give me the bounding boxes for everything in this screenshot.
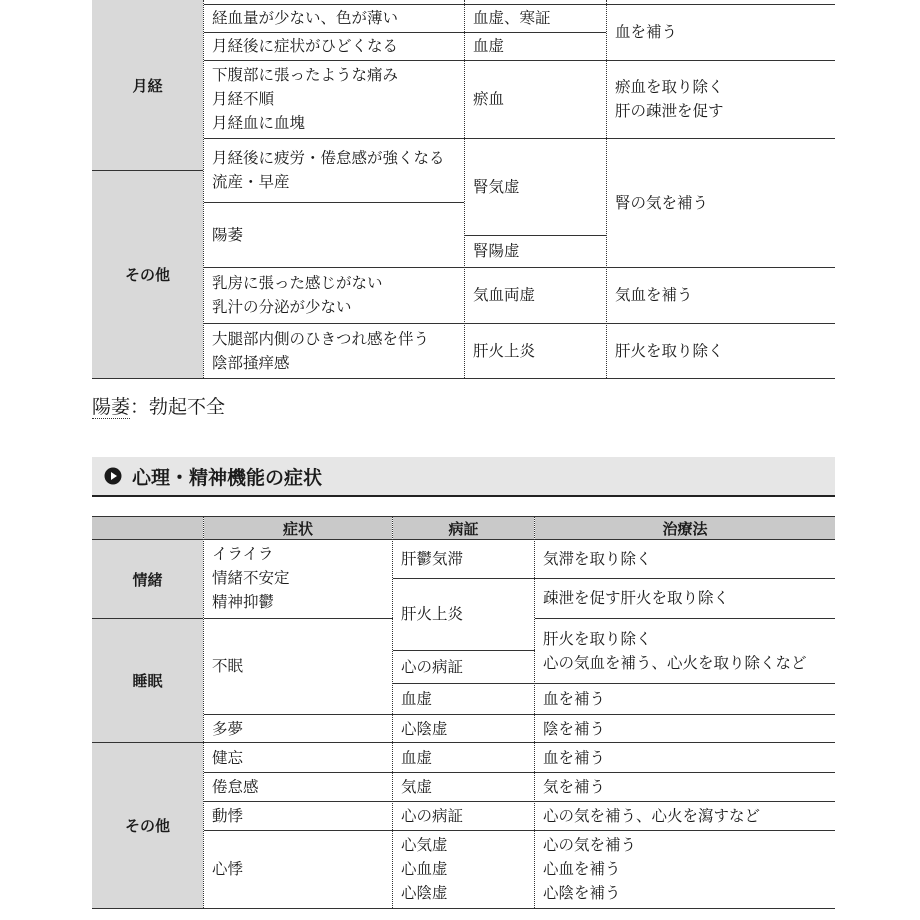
divider — [203, 517, 204, 908]
treatment-text: 気滞を取り除く — [543, 550, 652, 568]
treatment-text: 血を補う — [543, 689, 606, 708]
pattern-text: 肝火上炎 — [473, 341, 536, 360]
column-header — [393, 517, 534, 539]
treatment-cell — [535, 743, 835, 772]
symptom-cell — [204, 772, 392, 801]
pattern-text: 血虚 — [401, 748, 433, 767]
divider — [92, 170, 203, 171]
pattern-cell — [393, 743, 534, 772]
header-label: 病証 — [448, 519, 479, 538]
symptom-text: 月経血に血塊 — [212, 114, 306, 132]
section-title: 心理・精神機能の症状 — [132, 466, 323, 489]
pattern-cell — [465, 323, 605, 378]
divider — [204, 32, 606, 33]
pattern-cell — [393, 578, 534, 650]
pattern-text: 気虚 — [401, 777, 433, 796]
pattern-cell — [393, 830, 534, 908]
pattern-text: 腎気虚 — [473, 177, 520, 196]
divider — [204, 801, 835, 802]
symptom-text: 陽萎 — [212, 225, 244, 244]
symptom-cell — [204, 714, 392, 743]
symptom-text: 大腿部内側のひきつれ感を伴う — [212, 329, 430, 348]
symptom-text: イライラ — [212, 545, 274, 563]
treatment-text: 腎の気を補う — [615, 193, 709, 212]
pattern-text: 血虚 — [401, 689, 433, 708]
treatment-text: 心の気を補う — [543, 836, 637, 854]
pattern-text: 血虚、寒証 — [473, 9, 551, 27]
symptom-text: 動悸 — [212, 806, 244, 825]
symptom-cell — [204, 540, 392, 618]
treatment-text: 気を補う — [543, 777, 606, 796]
divider — [203, 0, 204, 378]
pattern-text: 心血虚 — [401, 860, 448, 878]
header-blank — [92, 517, 203, 539]
pattern-cell — [465, 32, 605, 60]
footnote — [92, 392, 225, 419]
pattern-text: 心気虚 — [401, 836, 448, 854]
pattern-cell — [465, 4, 605, 32]
treatment-cell — [535, 578, 835, 618]
divider — [92, 742, 835, 743]
pattern-cell — [465, 235, 605, 267]
symptom-text: 月経後に疲労・倦怠感が強くなる — [212, 149, 445, 167]
divider — [92, 378, 835, 379]
symptom-cell — [204, 743, 392, 772]
divider — [464, 0, 465, 378]
section-header — [92, 457, 835, 497]
treatment-cell — [535, 618, 835, 683]
symptom-text: 乳汁の分泌が少ない — [212, 298, 352, 316]
pattern-cell — [393, 683, 534, 714]
symptom-text: 多夢 — [212, 719, 244, 738]
symptom-text: 陰部掻痒感 — [212, 353, 290, 372]
pattern-text: 瘀血 — [473, 90, 505, 108]
symptom-cell — [204, 4, 462, 32]
pattern-cell — [393, 801, 534, 830]
pattern-text: 気血両虚 — [473, 286, 536, 304]
symptom-cell — [204, 138, 462, 202]
divider — [204, 138, 835, 139]
category-cell — [92, 618, 203, 742]
symptom-cell — [204, 202, 462, 267]
divider — [393, 578, 835, 579]
play-circle-icon — [104, 467, 122, 485]
divider — [204, 4, 835, 5]
pattern-text: 心陰虚 — [401, 719, 448, 738]
pattern-cell — [393, 540, 534, 578]
treatment-text: 陰を補う — [543, 719, 606, 738]
symptom-cell — [204, 830, 392, 908]
symptom-text: 精神抑鬱 — [212, 593, 275, 611]
symptom-text: 心悸 — [212, 860, 244, 878]
symptom-cell — [204, 801, 392, 830]
treatment-cell — [535, 830, 835, 908]
pattern-text: 心の病証 — [401, 806, 464, 825]
treatment-cell — [535, 772, 835, 801]
symptom-cell — [204, 32, 462, 60]
divider — [204, 714, 835, 715]
category-label: その他 — [124, 266, 170, 284]
divider — [535, 618, 835, 619]
symptom-cell — [204, 323, 462, 378]
divider — [392, 517, 393, 908]
symptom-cell — [204, 267, 462, 323]
symptom-text: 乳房に張った感じがない — [212, 274, 383, 292]
pattern-cell — [465, 60, 605, 138]
divider — [92, 908, 835, 909]
treatment-text: 心の気血を補う、心火を取り除くなど — [543, 653, 807, 672]
symptom-text: 経血量が少ない、色が薄い — [212, 9, 399, 27]
symptom-text: 下腹部に張ったような痛み — [212, 66, 399, 84]
divider — [204, 772, 835, 773]
column-header — [204, 517, 392, 539]
category-cell — [92, 540, 203, 618]
category-label: 睡眠 — [132, 671, 163, 690]
treatment-cell — [607, 138, 835, 267]
pattern-text: 腎陽虚 — [473, 242, 520, 260]
treatment-cell — [535, 540, 835, 578]
treatment-text: 肝の疎泄を促す — [615, 102, 724, 120]
treatment-cell — [607, 323, 835, 378]
divider — [534, 517, 535, 908]
category-cell — [92, 743, 203, 908]
header-label: 治療法 — [662, 519, 708, 538]
header-label: 症状 — [282, 519, 313, 538]
treatment-cell — [607, 4, 835, 60]
divider — [204, 618, 393, 619]
symptom-text: 月経不順 — [212, 90, 275, 108]
treatment-text: 疎泄を促す肝火を取り除く — [543, 589, 730, 607]
treatment-text: 心血を補う — [543, 860, 621, 878]
pattern-cell — [465, 267, 605, 323]
pattern-cell — [393, 772, 534, 801]
symptom-text: 情緒不安定 — [212, 569, 290, 587]
pattern-text: 心の病証 — [401, 657, 464, 676]
footnote-term: 陽萎 — [92, 396, 131, 418]
category-label: 情緒 — [132, 570, 163, 589]
pattern-cell — [465, 138, 605, 235]
divider — [393, 683, 835, 684]
symptom-cell — [204, 618, 392, 714]
divider — [204, 267, 835, 268]
footnote-definition: ：勃起不全 — [130, 396, 226, 418]
symptom-cell — [204, 60, 462, 138]
treatment-text: 肝火を取り除く — [615, 341, 724, 360]
symptom-text: 流産・早産 — [212, 173, 290, 191]
divider — [92, 618, 203, 619]
treatment-text: 心の気を補う、心火を瀉すなど — [543, 806, 761, 825]
treatment-cell — [607, 60, 835, 138]
symptom-text: 月経後に症状がひどくなる — [212, 37, 399, 55]
symptom-text: 倦怠感 — [212, 777, 259, 796]
symptom-text: 健忘 — [212, 748, 244, 767]
divider — [606, 0, 607, 378]
pattern-text: 血虚 — [473, 37, 505, 55]
treatment-cell — [535, 801, 835, 830]
category-cell — [92, 0, 203, 171]
treatment-text: 肝火を取り除く — [543, 629, 652, 648]
pattern-cell — [393, 650, 534, 683]
treatment-text: 瘀血を取り除く — [615, 78, 724, 96]
column-header — [535, 517, 835, 539]
pattern-text: 肝鬱気滞 — [401, 550, 464, 568]
treatment-text: 心陰を補う — [543, 884, 621, 902]
treatment-text: 血を補う — [615, 23, 678, 41]
treatment-cell — [535, 683, 835, 714]
symptom-text: 不眠 — [212, 657, 244, 675]
divider — [204, 60, 835, 61]
divider — [204, 323, 835, 324]
pattern-text: 肝火上炎 — [401, 605, 464, 623]
treatment-text: 気血を補う — [615, 286, 693, 304]
category-cell — [92, 171, 203, 378]
treatment-cell — [607, 267, 835, 323]
divider — [204, 830, 835, 831]
treatment-text: 血を補う — [543, 748, 606, 767]
pattern-cell — [393, 714, 534, 743]
divider — [393, 650, 535, 651]
treatment-cell — [535, 714, 835, 743]
pattern-text: 心陰虚 — [401, 884, 448, 902]
divider — [204, 202, 464, 203]
category-label: その他 — [124, 817, 170, 835]
divider — [465, 235, 606, 236]
category-label: 月経 — [132, 77, 163, 95]
